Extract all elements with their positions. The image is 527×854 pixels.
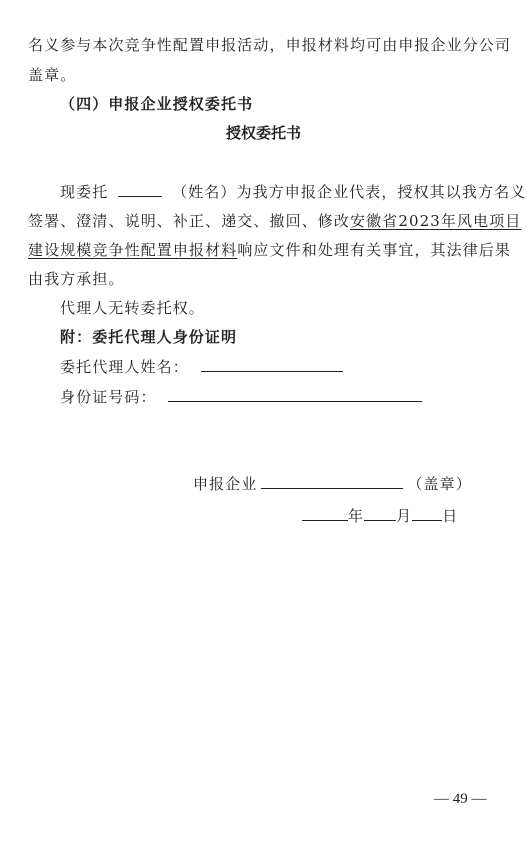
company-seal-row bbox=[193, 473, 472, 494]
id-number-blank bbox=[168, 400, 422, 402]
underlined-text: 安徽省2023年风电项目 bbox=[350, 212, 522, 230]
underlined-text: 建设规模竞争性配置申报材料 bbox=[28, 241, 238, 259]
id-number-row bbox=[60, 386, 422, 407]
date-row bbox=[302, 505, 458, 526]
body-line bbox=[28, 210, 521, 231]
document-title: 授权委托书 bbox=[225, 124, 301, 142]
body-line bbox=[60, 181, 526, 202]
page-number: — 49 — bbox=[434, 791, 487, 807]
agent-name-row bbox=[60, 356, 343, 377]
body-line: 由我方承担。 bbox=[28, 270, 125, 288]
seal-label: （盖章） bbox=[407, 475, 472, 493]
body-text: 响应文件和处理有关事宜，其法律后果 bbox=[237, 241, 512, 259]
name-blank bbox=[118, 195, 162, 197]
body-text: 现委托 bbox=[60, 183, 109, 201]
year-blank bbox=[302, 519, 348, 521]
day-blank bbox=[412, 519, 442, 521]
body-line bbox=[28, 239, 511, 260]
agent-name-blank bbox=[201, 370, 343, 372]
appendix-heading: 附：委托代理人身份证明 bbox=[60, 328, 238, 346]
body-text: 签署、澄清、说明、补正、递交、撤回、修改 bbox=[28, 212, 351, 230]
agent-name-label: 委托代理人姓名： bbox=[60, 358, 189, 376]
body-line: 代理人无转委托权。 bbox=[60, 299, 205, 317]
day-label: 日 bbox=[442, 507, 459, 525]
month-blank bbox=[364, 519, 396, 521]
section-heading: （四）申报企业授权委托书 bbox=[60, 95, 254, 113]
body-text: （姓名）为我方申报企业代表，授权其以我方名义 bbox=[172, 183, 527, 201]
id-number-label: 身份证号码： bbox=[60, 388, 157, 406]
paragraph-line: 盖章。 bbox=[28, 66, 77, 84]
paragraph-line: 名义参与本次竞争性配置申报活动，申报材料均可由申报企业分公司 bbox=[28, 36, 512, 54]
company-label: 申报企业 bbox=[193, 475, 258, 493]
month-label: 月 bbox=[396, 507, 413, 525]
year-label: 年 bbox=[348, 507, 365, 525]
company-blank bbox=[261, 487, 403, 489]
